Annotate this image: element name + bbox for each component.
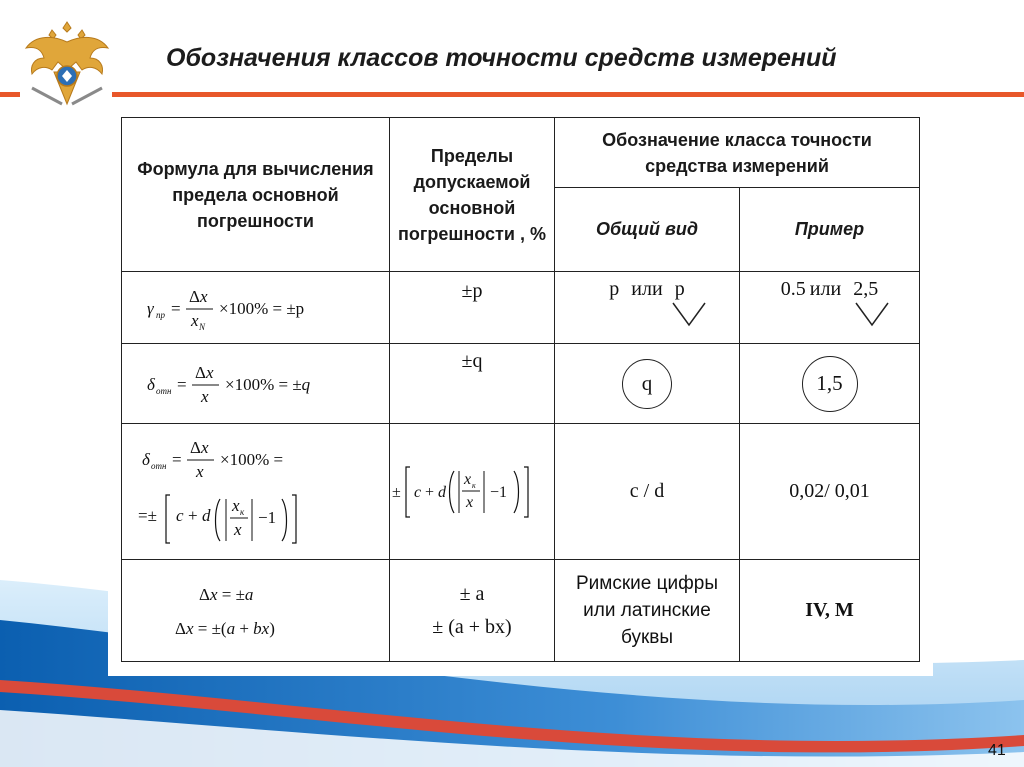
double-headed-eagle-emblem-icon bbox=[22, 14, 112, 110]
svg-text:×100% =: ×100% = bbox=[219, 449, 283, 469]
svg-text:=: = bbox=[170, 298, 181, 318]
svg-text:Δx: Δx bbox=[194, 362, 213, 382]
svg-text:+: + bbox=[425, 483, 435, 501]
accuracy-class-table bbox=[121, 117, 920, 662]
svg-text:x: x bbox=[464, 470, 472, 488]
svg-text:c: c bbox=[414, 483, 422, 501]
formula-delta-x bbox=[171, 576, 341, 646]
svg-text:Δx: Δx bbox=[188, 286, 207, 306]
svg-text:x: x bbox=[233, 519, 242, 539]
svg-text:−1: −1 bbox=[257, 507, 276, 527]
svg-text:γ: γ bbox=[146, 298, 154, 318]
example-cd: 0,02/ 0,01 bbox=[789, 480, 870, 502]
slide-number: 41 bbox=[988, 742, 1006, 759]
header-designation: Обозначение класса точности средства измерений bbox=[555, 118, 920, 188]
svg-text:x: x bbox=[466, 493, 474, 511]
limit-p: ±p bbox=[461, 280, 483, 302]
example-or: или bbox=[809, 278, 842, 300]
title-rule bbox=[112, 92, 1024, 97]
svg-text:d: d bbox=[201, 505, 210, 525]
formula-two-term-error bbox=[122, 424, 390, 560]
svg-text:пр: пр bbox=[155, 309, 165, 320]
svg-text:N: N bbox=[198, 321, 205, 332]
circled-15-symbol: 1,5 bbox=[802, 356, 858, 412]
svg-text:Δx = ±a: Δx = ±a bbox=[198, 584, 253, 604]
svg-text:x: x bbox=[231, 495, 240, 515]
limit-two-term bbox=[390, 424, 555, 560]
svg-text:−1: −1 bbox=[490, 483, 508, 501]
general-or: или bbox=[631, 278, 663, 300]
formula-gamma-pr bbox=[141, 280, 371, 336]
circled-q-symbol: q bbox=[622, 359, 672, 409]
general-cd: c / d bbox=[629, 480, 665, 502]
svg-text:=±: =± bbox=[137, 505, 157, 525]
formula-relative-error bbox=[122, 344, 390, 424]
example-25: 2,5 bbox=[853, 278, 879, 300]
formula-limit-cd bbox=[392, 457, 552, 527]
svg-text:отн: отн bbox=[150, 460, 166, 471]
example-iv-m: IV, M bbox=[805, 599, 854, 621]
general-p-a: p bbox=[609, 278, 620, 300]
svg-text:+: + bbox=[187, 505, 198, 525]
svg-text:δ: δ bbox=[141, 449, 150, 469]
svg-text:c: c bbox=[175, 505, 184, 525]
svg-text:отн: отн bbox=[155, 385, 171, 396]
header-formula: Формула для вычисления предела основной погрешности bbox=[122, 118, 390, 272]
header-general-form: Общий вид bbox=[555, 188, 740, 272]
svg-text:d: d bbox=[438, 483, 446, 501]
svg-text:x: x bbox=[190, 310, 199, 330]
limit-a-bx: ± (a + bx) bbox=[432, 615, 512, 638]
header-limits: Пределы допускаемой основной погрешности , % bbox=[390, 118, 555, 272]
formula-reduced-error bbox=[122, 272, 390, 344]
slide-title: Обозначения классов точности средств измерений bbox=[166, 44, 837, 72]
svg-text:×100% = ±q: ×100% = ±q bbox=[224, 374, 310, 394]
general-reduced bbox=[555, 278, 739, 301]
svg-text:=: = bbox=[176, 374, 187, 394]
example-reduced bbox=[740, 278, 919, 301]
svg-text:x: x bbox=[200, 386, 209, 406]
general-roman-latin: Римские цифры или латинские буквы bbox=[576, 573, 718, 648]
limit-q: ±q bbox=[461, 350, 483, 372]
svg-text:Δx: Δx bbox=[189, 437, 208, 457]
example-05: 0.5 bbox=[780, 278, 806, 300]
header-example: Пример bbox=[740, 188, 920, 272]
svg-text:δ: δ bbox=[146, 374, 155, 394]
svg-text:x: x bbox=[195, 461, 204, 481]
general-p-b: p bbox=[674, 278, 685, 300]
svg-text:=: = bbox=[171, 449, 182, 469]
formula-absolute-error bbox=[122, 560, 390, 662]
formula-delta-otn bbox=[141, 356, 371, 412]
formula-delta-otn-cd bbox=[136, 429, 376, 555]
svg-text:×100% = ±p: ×100% = ±p bbox=[218, 298, 304, 318]
limit-a: ± a bbox=[459, 582, 485, 605]
svg-text:к: к bbox=[239, 506, 244, 517]
svg-text:Δx = ±(a + bx): Δx = ±(a + bx) bbox=[174, 618, 275, 638]
checkmark-v-icon bbox=[669, 301, 709, 327]
svg-text:±: ± bbox=[392, 483, 401, 501]
title-rule-left bbox=[0, 92, 20, 97]
svg-text:к: к bbox=[472, 480, 476, 490]
checkmark-v-icon bbox=[852, 301, 892, 327]
